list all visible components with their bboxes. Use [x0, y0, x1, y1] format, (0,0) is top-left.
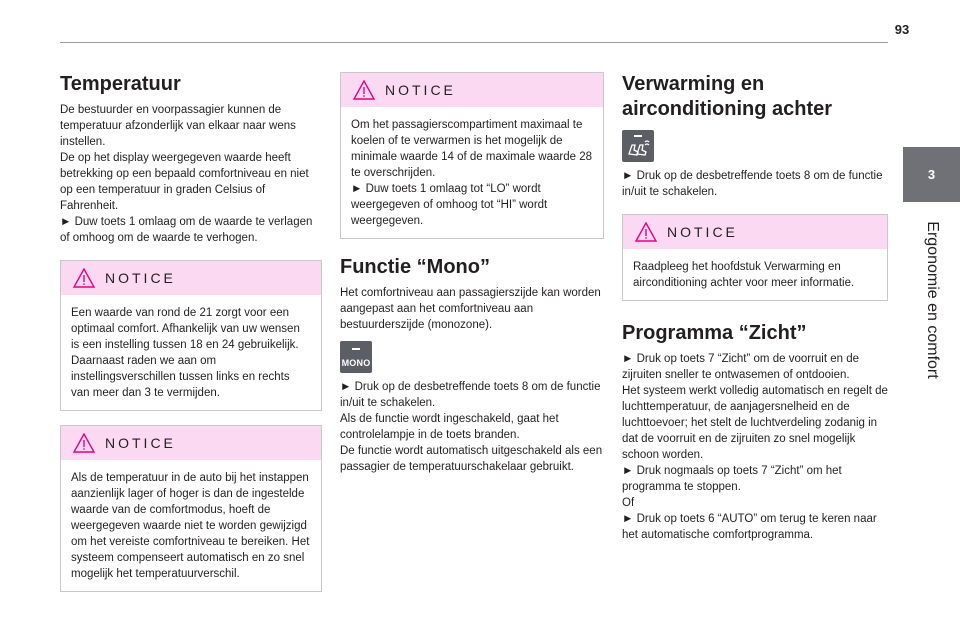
notice-text: Raadpleeg het hoofdstuk Verwarming en airconditioning achter voor meer informatie. — [633, 261, 855, 289]
notice-header — [623, 215, 887, 249]
column-temperature — [60, 72, 322, 592]
mono-icon-label: MONO — [341, 358, 371, 368]
notice-box — [60, 425, 322, 592]
header-rule — [60, 42, 888, 43]
chapter-title-text: Ergonomie en comfort — [923, 221, 941, 379]
notice-box — [340, 72, 604, 239]
notice-header — [341, 73, 603, 107]
notice-label: NOTICE — [385, 82, 456, 98]
warning-icon — [635, 222, 657, 242]
notice-box — [60, 260, 322, 411]
notice-label: NOTICE — [105, 270, 176, 286]
notice-header — [61, 426, 321, 460]
notice-header — [61, 261, 321, 295]
temperature-text: De bestuurder en voorpassagier kunnen de temperatuur afzonderlijk van elkaar naar wens instellen. De op het display weergegeven waarde heeft betrekking op een bepaald comfortniveau en niet op een temperatuur in graden Celsius of Fahrenheit. ► Duw toets 1 omlaag om de waarde te verlagen of omhoog om de waarde te verhogen. — [60, 104, 313, 244]
notice-text: Om het passagierscompartiment maximaal te koelen of te verwarmen is het mogelijk de minimale waarde 14 of de maximale waarde 28 te overschrijden. ► Duw toets 1 omlaag tot “LO” wordt weergegeven of omhoog tot “HI” wordt weergegeven. — [351, 119, 592, 227]
mono-intro: Het comfortniveau aan passagierszijde kan worden aangepast aan het comfortniveau aan bestuurderszijde (monozone). — [340, 287, 601, 331]
visibility-text: ► Druk op toets 7 “Zicht” om de voorruit en de zijruiten sneller te ontwasemen of ontdooien. Het systeem werkt volledig automatisch en regelt de luchttemperatuur, de aanjagersnelheid en de luchttoevoer; het stelt de luchtverdeling zodanig in dat de voorruit en de zijruiten zo snel mogelijk schoon worden. ► Druk nogmaals op toets 7 “Zicht” om het programma te stoppen. Of ► Druk op toets 6 “AUTO” om terug te keren naar het automatische comfortprogramma. — [622, 353, 888, 541]
section-heading-rear: Verwarming en airconditioning achter — [622, 73, 833, 120]
mono-button-icon — [340, 341, 372, 373]
rear-climate-icon — [622, 130, 654, 162]
notice-label: NOTICE — [667, 224, 738, 240]
rear-climate-button-icon — [622, 130, 654, 162]
notice-box — [622, 214, 888, 301]
warning-icon — [353, 80, 375, 100]
page-number: 93 — [894, 22, 910, 37]
mono-text: ► Druk op de desbetreffende toets 8 om de functie in/uit te schakelen. Als de functie wordt ingeschakeld, gaat het controlelampje in de toets branden. De functie wordt automatisch uitgeschakeld als een passagier de temperatuurschakelaar gebruikt. — [340, 381, 603, 473]
notice-label: NOTICE — [105, 435, 176, 451]
notice-text: Een waarde van rond de 21 zorgt voor een optimaal comfort. Afhankelijk van uw wensen is een instelling tussen 18 en 24 gebruikelijk. Daarnaast raden we aan om instellingsverschillen tussen links en rechts van meer dan 3 te vermijden. — [71, 307, 300, 399]
section-heading-zicht: Programma “Zicht” — [622, 322, 807, 344]
notice-text: Als de temperatuur in de auto bij het instappen aanzienlijk lager of hoger is dan de ingestelde waarde van de comfortmodus, hoeft de weergegeven waarde niet te worden gewijzigd om het vereiste comfortniveau te bereiken. Het systeem compenseert automatisch en zo snel mogelijk het temperatuurverschil. — [71, 472, 310, 580]
warning-icon — [73, 433, 95, 453]
column-rear-visibility — [622, 72, 888, 543]
section-heading-temperatuur: Temperatuur — [60, 73, 181, 95]
column-mono — [340, 72, 604, 475]
chapter-tab[interactable]: 3 — [903, 147, 960, 202]
rear-text: ► Druk op de desbetreffende toets 8 om de functie in/uit te schakelen. — [622, 170, 883, 198]
section-heading-mono: Functie “Mono” — [340, 256, 490, 278]
warning-icon — [73, 268, 95, 288]
indicator-dash — [352, 348, 360, 350]
chapter-title — [903, 210, 960, 390]
